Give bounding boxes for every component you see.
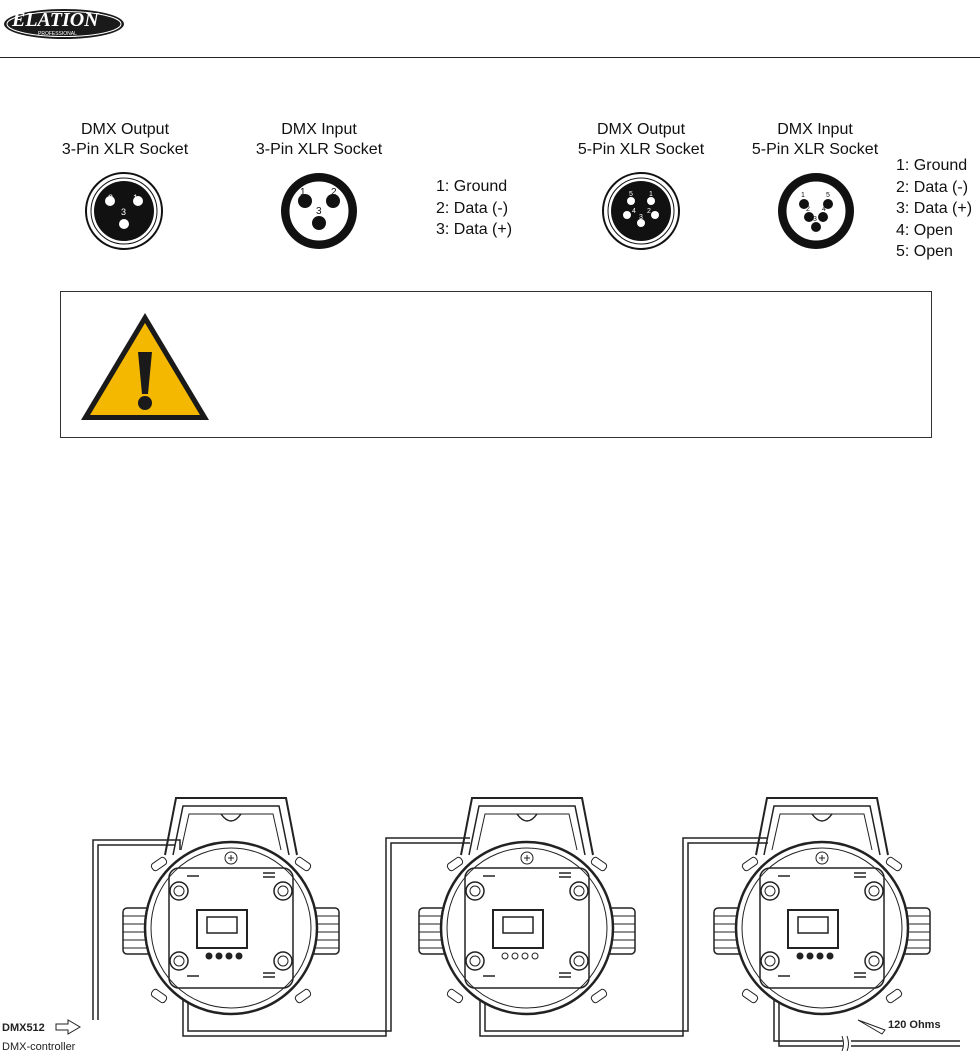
warning-triangle-icon xyxy=(78,310,212,424)
dmx-wiring-diagram xyxy=(0,780,980,1051)
pin-number: 4 xyxy=(632,208,636,215)
pin-number: 1 xyxy=(801,192,805,199)
connector-caption xyxy=(735,120,895,160)
pin-number: 5 xyxy=(629,191,633,198)
connector-subtitle: 3-Pin XLR Socket xyxy=(255,141,383,158)
connector-subtitle: 5-Pin XLR Socket xyxy=(577,141,705,158)
connector-title: DMX Output xyxy=(80,121,170,138)
arrow-right-icon xyxy=(56,1020,80,1034)
pin-number: 1 xyxy=(300,187,306,198)
pin-number: 3 xyxy=(121,207,127,217)
pin-legend-item: 3: Data (+) xyxy=(896,200,973,217)
connector-title: DMX Input xyxy=(281,121,357,138)
pin-legend-3pin xyxy=(436,176,512,241)
logo-text: ELATION xyxy=(12,9,99,31)
pin-number: 2 xyxy=(108,193,114,203)
fixture-3 xyxy=(714,798,930,1014)
pin-number: 4 xyxy=(822,206,826,213)
fixture-1 xyxy=(123,798,339,1014)
terminator-label: 120 Ohms xyxy=(888,1019,941,1031)
pin-legend-5pin xyxy=(896,155,972,263)
pin-legend-item: 1: Ground xyxy=(436,178,508,195)
pin-number: 3 xyxy=(639,214,643,221)
pin-legend-item: 2: Data (-) xyxy=(436,199,509,217)
connector-title: DMX Input xyxy=(777,121,853,138)
dmx-controller-label: DMX-controller xyxy=(2,1041,76,1051)
pin-number: 2 xyxy=(647,208,651,215)
pin-number: 2 xyxy=(331,187,337,198)
elation-logo xyxy=(2,2,128,42)
pin-legend-item: 3: Data (+) xyxy=(436,221,513,238)
pin-number: 2 xyxy=(806,206,810,213)
dmx512-label: DMX512 xyxy=(2,1022,45,1034)
pin-number: 1 xyxy=(649,191,653,198)
header-divider xyxy=(0,57,980,58)
connector-title: DMX Output xyxy=(596,121,686,138)
pin-legend-item: 5: Open xyxy=(896,243,953,260)
connector-subtitle: 5-Pin XLR Socket xyxy=(751,141,879,158)
pin-number: 3 xyxy=(316,206,322,217)
connector-caption xyxy=(239,120,399,160)
connector-subtitle: 3-Pin XLR Socket xyxy=(61,141,189,158)
connector-caption xyxy=(45,120,205,160)
pin-number: 3 xyxy=(813,216,817,223)
terminator-icon xyxy=(858,1020,885,1034)
pin-legend-item: 2: Data (-) xyxy=(896,178,969,196)
logo-subtext: PROFESSIONAL xyxy=(38,31,77,37)
xlr-5pin-output-socket-icon xyxy=(601,171,681,251)
pin-legend-item: 1: Ground xyxy=(896,157,968,174)
pin-legend-item: 4: Open xyxy=(896,221,953,239)
connector-caption xyxy=(561,120,721,160)
xlr-5pin-input-socket-icon xyxy=(776,171,856,251)
xlr-3pin-input-socket-icon xyxy=(279,171,359,251)
xlr-3pin-output-socket-icon xyxy=(84,171,164,251)
pin-number: 1 xyxy=(133,193,139,203)
fixture-2 xyxy=(419,798,635,1014)
pin-number: 5 xyxy=(826,192,830,199)
